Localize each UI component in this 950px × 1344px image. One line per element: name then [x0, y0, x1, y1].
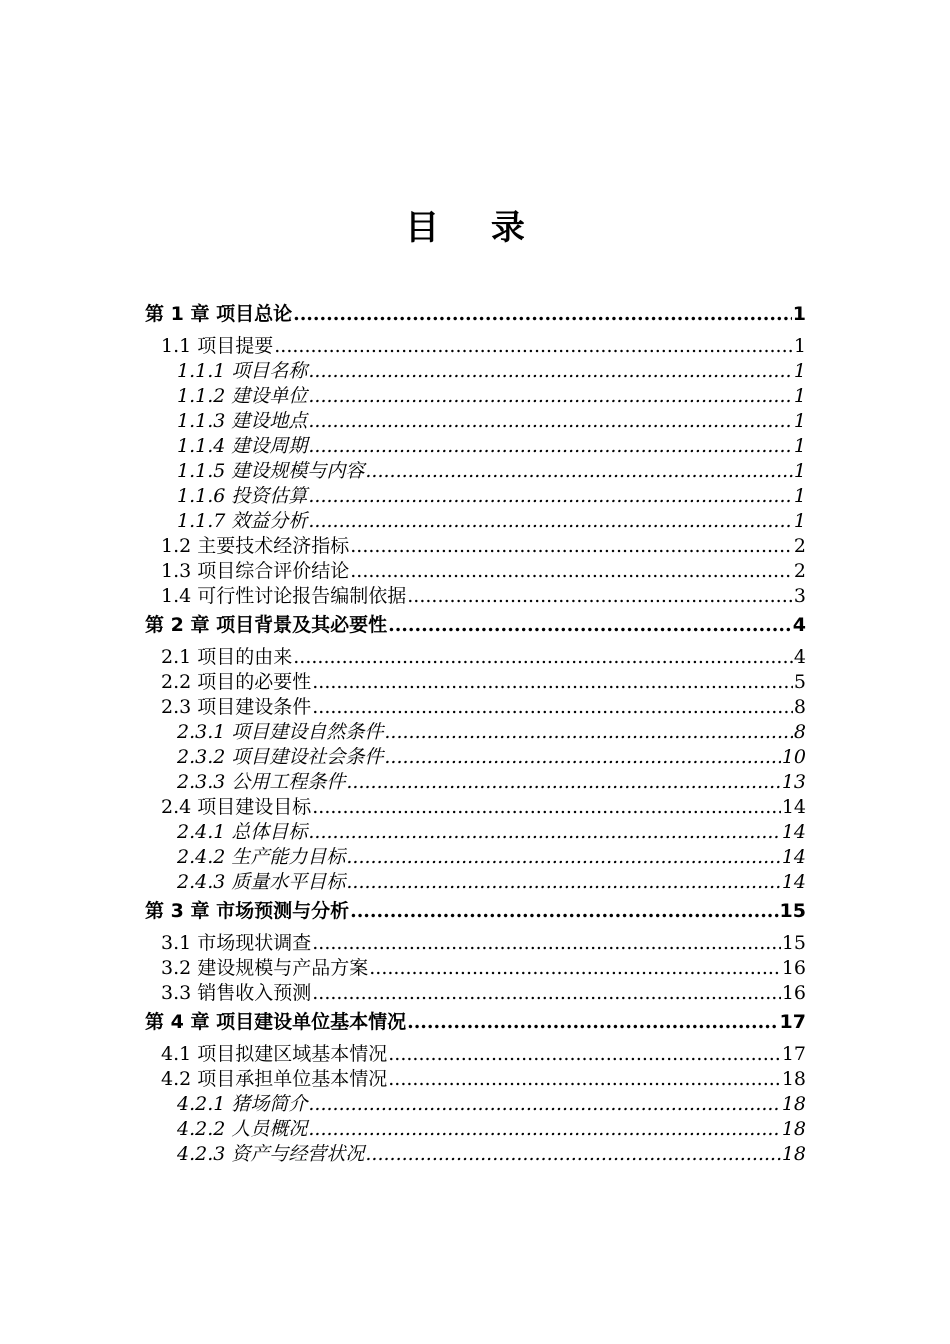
- dot-leader: [308, 820, 780, 845]
- toc-entry[interactable]: [145, 1142, 806, 1167]
- toc-entry-label: 2.4.2 生产能力目标: [177, 846, 346, 868]
- toc-entry-label: 1.1.7 效益分析: [177, 510, 308, 532]
- toc-entry[interactable]: [145, 695, 806, 720]
- toc-entry-page: 1: [792, 303, 806, 325]
- dot-leader: [308, 509, 793, 534]
- toc-entry-label: 2.3.2 项目建设社会条件: [177, 746, 384, 768]
- toc-entry-label: 1.2 主要技术经济指标: [161, 535, 350, 557]
- toc-entry-label: 第 3 章 市场预测与分析: [145, 900, 350, 922]
- toc-entry[interactable]: [145, 745, 806, 770]
- dot-leader: [350, 559, 793, 584]
- toc-entry-label: 1.1 项目提要: [161, 335, 274, 357]
- toc-entry[interactable]: [145, 384, 806, 409]
- toc-entry-page: 1: [793, 485, 806, 507]
- toc-entry-label: 第 1 章 项目总论: [145, 303, 293, 325]
- toc-entry[interactable]: [145, 720, 806, 745]
- dot-leader: [308, 1117, 780, 1142]
- toc-entry-label: 1.1.5 建设规模与内容: [177, 460, 365, 482]
- dot-leader: [274, 334, 793, 359]
- dot-leader: [388, 1067, 781, 1092]
- toc-entry[interactable]: [145, 334, 806, 359]
- dot-leader: [308, 1092, 780, 1117]
- dot-leader: [308, 434, 793, 459]
- toc-entry-page: 18: [781, 1143, 806, 1165]
- toc-entry[interactable]: [145, 409, 806, 434]
- dot-leader: [293, 645, 793, 670]
- toc-entry[interactable]: [145, 459, 806, 484]
- toc-entry-page: 3: [793, 585, 806, 607]
- toc-entry-label: 3.2 建设规模与产品方案: [161, 957, 369, 979]
- toc-entry-label: 2.4.1 总体目标: [177, 821, 308, 843]
- toc-entry[interactable]: [145, 645, 806, 670]
- toc-chapter-entry[interactable]: [145, 300, 806, 328]
- toc-entry-page: 14: [781, 871, 806, 893]
- toc-entry[interactable]: [145, 981, 806, 1006]
- toc-entry-page: 1: [793, 410, 806, 432]
- toc-entry-page: 17: [781, 1043, 806, 1065]
- toc-entry-label: 第 4 章 项目建设单位基本情况: [145, 1011, 407, 1033]
- toc-entry[interactable]: [145, 359, 806, 384]
- toc-entry-page: 4: [792, 614, 806, 636]
- toc-entry-label: 3.1 市场现状调查: [161, 932, 312, 954]
- toc-entry-page: 4: [793, 646, 806, 668]
- dot-leader: [384, 745, 780, 770]
- toc-entry-page: 14: [781, 796, 806, 818]
- dot-leader: [350, 897, 778, 925]
- toc-entry-label: 2.3.1 项目建设自然条件: [177, 721, 384, 743]
- toc-entry-label: 1.1.4 建设周期: [177, 435, 308, 457]
- toc-entry-label: 第 2 章 项目背景及其必要性: [145, 614, 388, 636]
- dot-leader: [308, 409, 793, 434]
- toc-entry-page: 10: [781, 746, 806, 768]
- toc-entry[interactable]: [145, 1092, 806, 1117]
- dot-leader: [312, 670, 793, 695]
- dot-leader: [293, 300, 792, 328]
- dot-leader: [346, 870, 780, 895]
- toc-entry-page: 14: [781, 846, 806, 868]
- toc-chapter-entry[interactable]: [145, 1008, 806, 1036]
- toc-entry-page: 14: [781, 821, 806, 843]
- toc-entry-label: 4.2.2 人员概况: [177, 1118, 308, 1140]
- toc-entry-page: 15: [779, 900, 806, 922]
- toc-entry-label: 2.3.3 公用工程条件: [177, 771, 346, 793]
- toc-entry[interactable]: [145, 770, 806, 795]
- dot-leader: [369, 956, 781, 981]
- toc-chapter-entry[interactable]: [145, 611, 806, 639]
- dot-leader: [308, 384, 793, 409]
- toc-entry-page: 18: [781, 1118, 806, 1140]
- dot-leader: [388, 1042, 781, 1067]
- dot-leader: [308, 484, 793, 509]
- dot-leader: [384, 720, 793, 745]
- toc-entry[interactable]: [145, 931, 806, 956]
- toc-entry-label: 1.3 项目综合评价结论: [161, 560, 350, 582]
- dot-leader: [312, 795, 781, 820]
- toc-entry[interactable]: [145, 1042, 806, 1067]
- toc-entry[interactable]: [145, 845, 806, 870]
- dot-leader: [388, 611, 792, 639]
- toc-entry[interactable]: [145, 870, 806, 895]
- toc-entry-page: 8: [793, 696, 806, 718]
- dot-leader: [346, 845, 780, 870]
- toc-entry[interactable]: [145, 434, 806, 459]
- toc-entry-page: 15: [781, 932, 806, 954]
- toc-entry-label: 2.2 项目的必要性: [161, 671, 312, 693]
- dot-leader: [312, 695, 793, 720]
- toc-entry-page: 8: [793, 721, 806, 743]
- toc-entry[interactable]: [145, 509, 806, 534]
- dot-leader: [308, 359, 793, 384]
- dot-leader: [407, 584, 793, 609]
- toc-entry-label: 2.1 项目的由来: [161, 646, 293, 668]
- toc-entry-page: 13: [781, 771, 806, 793]
- toc-entry-label: 2.3 项目建设条件: [161, 696, 312, 718]
- toc-entry-page: 17: [779, 1011, 806, 1033]
- dot-leader: [407, 1008, 778, 1036]
- toc-entry-page: 1: [793, 360, 806, 382]
- dot-leader: [312, 931, 781, 956]
- toc-entry[interactable]: [145, 1067, 806, 1092]
- toc-entry-label: 1.1.3 建设地点: [177, 410, 308, 432]
- toc-entry-label: 2.4 项目建设目标: [161, 796, 312, 818]
- toc-chapter-entry[interactable]: [145, 897, 806, 925]
- toc-entry-label: 1.4 可行性讨论报告编制依据: [161, 585, 407, 607]
- toc-entry[interactable]: [145, 534, 806, 559]
- table-of-contents: [145, 298, 806, 1167]
- dot-leader: [346, 770, 780, 795]
- toc-entry-page: 18: [781, 1093, 806, 1115]
- toc-entry[interactable]: [145, 584, 806, 609]
- toc-entry-label: 1.1.1 项目名称: [177, 360, 308, 382]
- toc-entry-page: 1: [793, 385, 806, 407]
- toc-entry-page: 2: [793, 560, 806, 582]
- toc-entry-page: 18: [781, 1068, 806, 1090]
- toc-entry[interactable]: [145, 1117, 806, 1142]
- dot-leader: [350, 534, 793, 559]
- dot-leader: [365, 459, 793, 484]
- page-title: 目 录: [405, 208, 545, 248]
- toc-entry-label: 4.2.3 资产与经营状况: [177, 1143, 365, 1165]
- toc-entry-page: 5: [793, 671, 806, 693]
- toc-entry[interactable]: [145, 484, 806, 509]
- toc-entry[interactable]: [145, 956, 806, 981]
- toc-entry[interactable]: [145, 795, 806, 820]
- toc-entry-page: 1: [793, 510, 806, 532]
- toc-entry-page: 16: [781, 957, 806, 979]
- toc-entry-label: 2.4.3 质量水平目标: [177, 871, 346, 893]
- toc-entry-page: 1: [793, 335, 806, 357]
- toc-entry-page: 2: [793, 535, 806, 557]
- toc-entry-page: 1: [793, 435, 806, 457]
- dot-leader: [312, 981, 781, 1006]
- toc-entry-page: 1: [793, 460, 806, 482]
- toc-entry-label: 4.2.1 猪场简介: [177, 1093, 308, 1115]
- toc-entry[interactable]: [145, 820, 806, 845]
- toc-entry-label: 4.1 项目拟建区域基本情况: [161, 1043, 388, 1065]
- toc-entry[interactable]: [145, 559, 806, 584]
- toc-entry-label: 1.1.2 建设单位: [177, 385, 308, 407]
- toc-entry-page: 16: [781, 982, 806, 1004]
- toc-entry[interactable]: [145, 670, 806, 695]
- toc-entry-label: 1.1.6 投资估算: [177, 485, 308, 507]
- dot-leader: [365, 1142, 780, 1167]
- toc-entry-label: 4.2 项目承担单位基本情况: [161, 1068, 388, 1090]
- toc-entry-label: 3.3 销售收入预测: [161, 982, 312, 1004]
